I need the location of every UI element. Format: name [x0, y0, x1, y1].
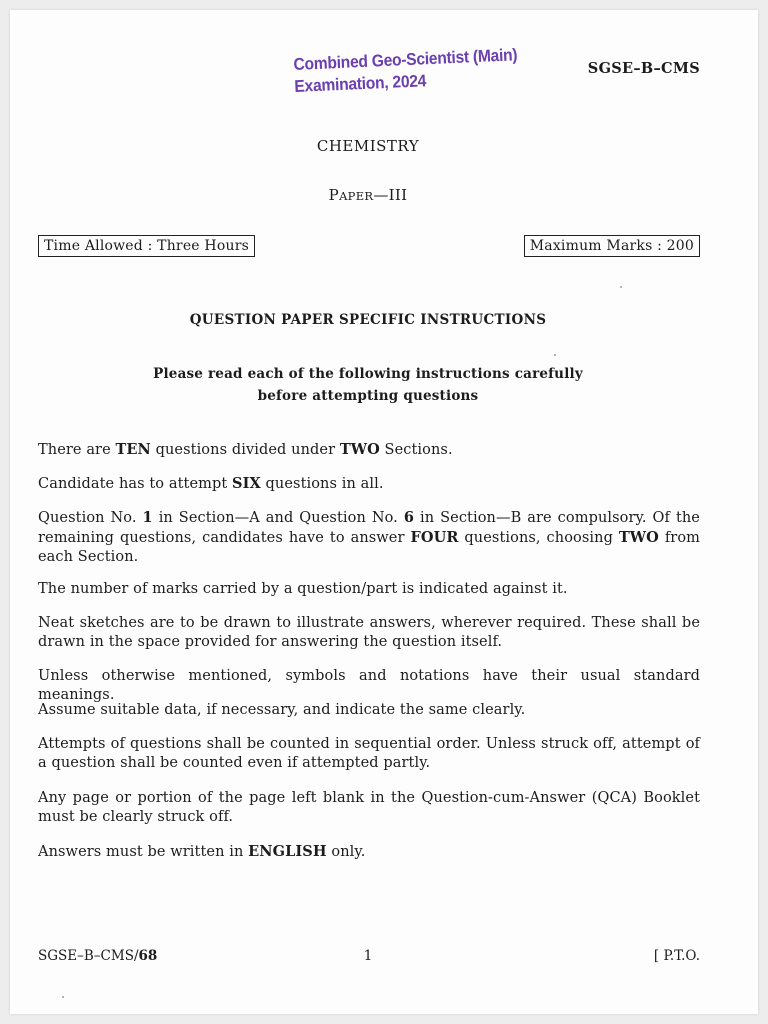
- instruction-10: Answers must be written in ENGLISH only.: [38, 843, 366, 860]
- instructions-heading: QUESTION PAPER SPECIFIC INSTRUCTIONS: [189, 312, 547, 328]
- subject-title: CHEMISTRY: [316, 137, 420, 155]
- paper-suffix: —III: [373, 186, 408, 204]
- stamp-line-2: Examination, 2024: [294, 71, 427, 96]
- exam-name-stamp: [293, 44, 519, 98]
- read-note-line-2: before attempting questions: [257, 388, 479, 404]
- instruction-7: Assume suitable data, if necessary, and indicate the same clearly.: [38, 702, 526, 718]
- instruction-5: Neat sketches are to be drawn to illustrate answers, wherever required. These shall be drawn in the space provided for answering the question itself.: [38, 615, 700, 650]
- instruction-2: Candidate has to attempt SIX questions in all.: [38, 475, 384, 492]
- maximum-marks-box: Maximum Marks : 200: [524, 235, 700, 257]
- paper-prefix: P: [328, 186, 340, 204]
- footer-page-number: 1: [363, 948, 373, 964]
- time-allowed-box: Time Allowed : Three Hours: [38, 235, 255, 257]
- footer-pto: [ P.T.O.: [653, 948, 700, 964]
- instruction-4: The number of marks carried by a question/part is indicated against it.: [38, 581, 568, 597]
- exam-paper-page: [10, 10, 758, 1014]
- instruction-1: There are TEN questions divided under TWO Sections.: [38, 441, 453, 458]
- instruction-8: Attempts of questions shall be counted in sequential order. Unless struck off, attempt of a question shall be counted even if attempted partly.: [38, 736, 700, 771]
- paper-code: SGSE–B–CMS: [587, 60, 700, 77]
- instruction-6: Unless otherwise mentioned, symbols and notations have their usual standard meanings.: [38, 668, 700, 703]
- scan-speck: [62, 996, 64, 998]
- footer-paper-code: SGSE–B–CMS/68: [38, 948, 158, 964]
- instruction-3: Question No. 1 in Section—A and Question No. 6 in Section—B are compulsory. Of the remaining questions, candidates have to answer FOUR questions, choosing TWO from each Section.: [38, 509, 701, 565]
- scan-speck: [554, 354, 556, 356]
- read-carefully-note: [10, 363, 726, 407]
- scan-speck: [620, 286, 622, 288]
- stamp-line-1: Combined Geo-Scientist (Main): [293, 45, 518, 74]
- instruction-9: Any page or portion of the page left blank in the Question-cum-Answer (QCA) Booklet must be clearly struck off.: [38, 790, 700, 825]
- paper-small-caps: APER: [339, 189, 374, 203]
- paper-number: [10, 186, 726, 204]
- read-note-line-1: Please read each of the following instructions carefully: [153, 366, 583, 382]
